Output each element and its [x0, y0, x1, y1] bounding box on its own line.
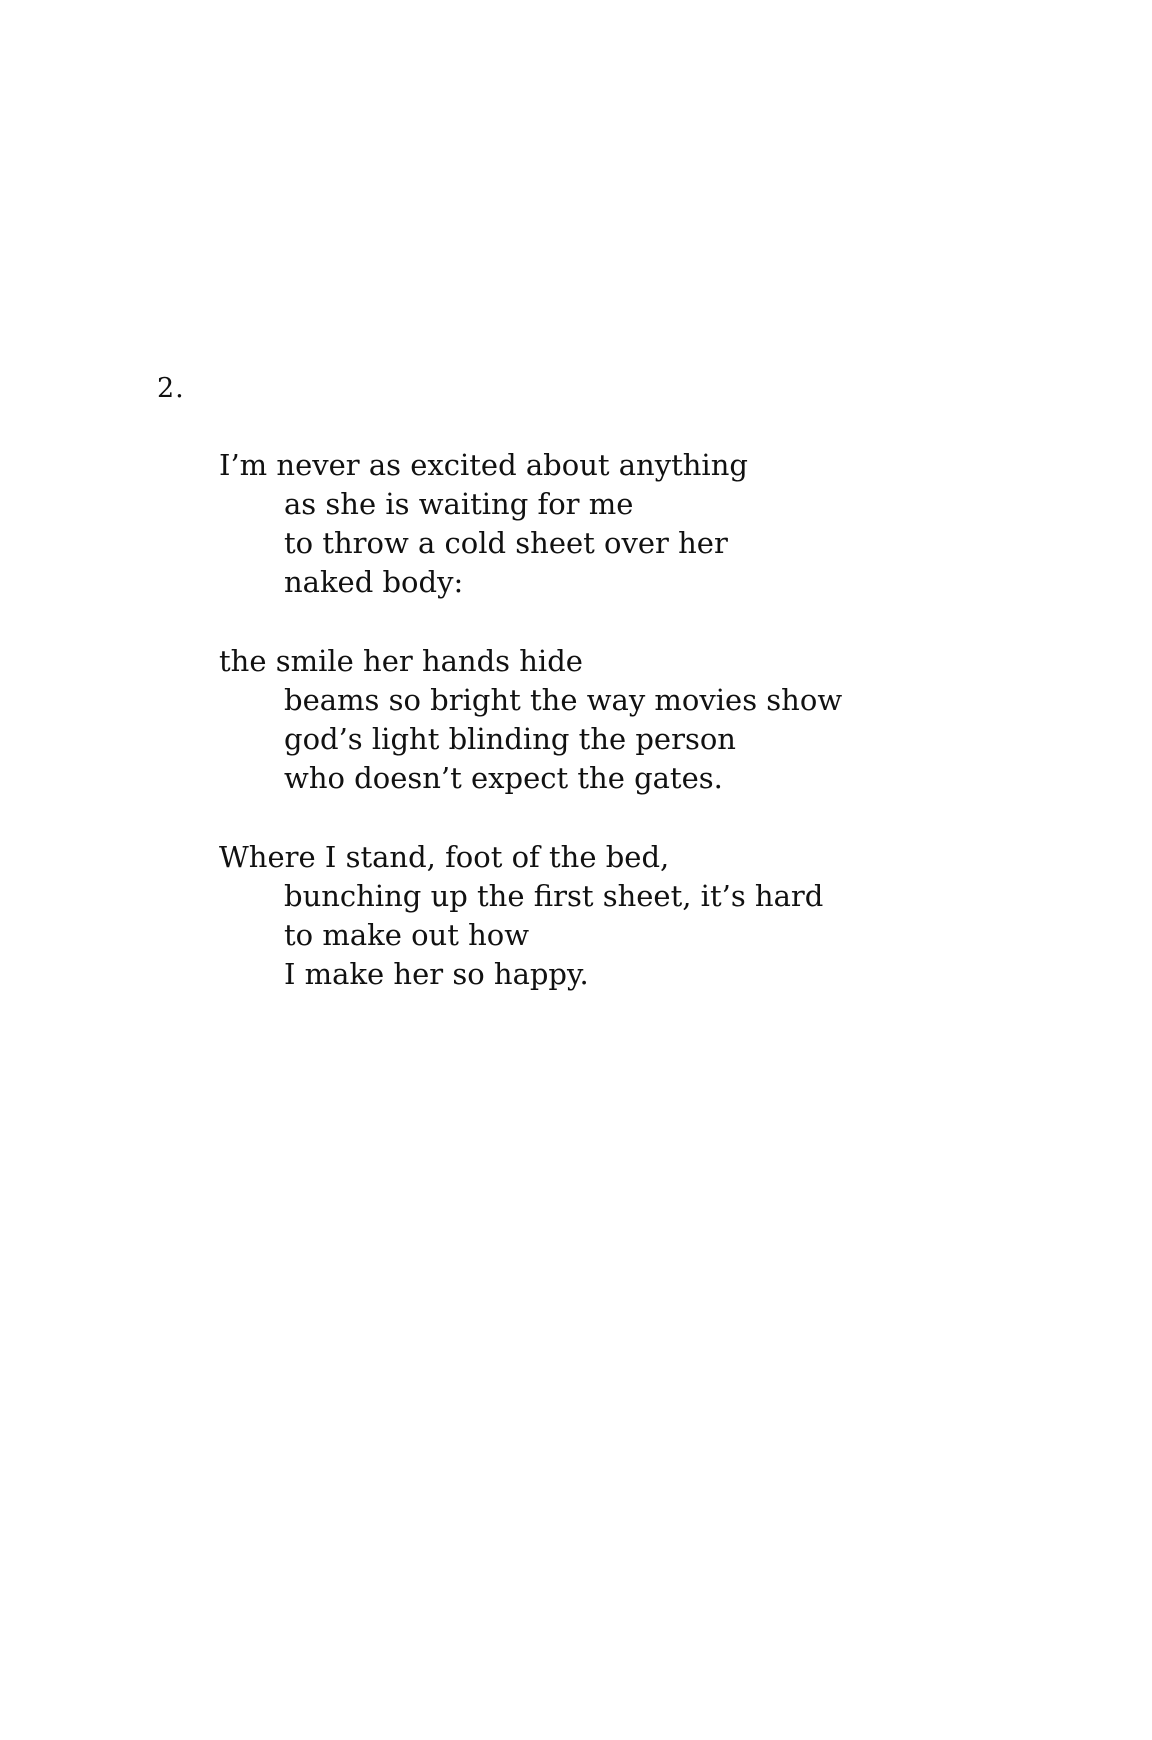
stanza-1 [219, 446, 1039, 602]
poem-line: who doesn’t expect the gates. [284, 761, 723, 795]
section-number: 2. [157, 373, 185, 404]
poem-line: to throw a cold sheet over her [284, 526, 728, 560]
poem-line: naked body: [284, 565, 464, 599]
poem-line: I’m never as excited about anything [219, 448, 748, 482]
poem-line: I make her so happy. [284, 957, 589, 991]
poem-line: to make out how [284, 918, 530, 952]
poem-body [219, 446, 1039, 1034]
poem-line: god’s light blinding the person [284, 722, 736, 756]
stanza-3 [219, 838, 1039, 994]
poem-line: Where I stand, foot of the bed, [219, 840, 670, 874]
poem-line: beams so bright the way movies show [284, 683, 843, 717]
poem-line: bunching up the first sheet, it’s hard [284, 879, 824, 913]
poem-line: as she is waiting for me [284, 487, 634, 521]
poem-line: the smile her hands hide [219, 644, 583, 678]
stanza-2 [219, 642, 1039, 798]
